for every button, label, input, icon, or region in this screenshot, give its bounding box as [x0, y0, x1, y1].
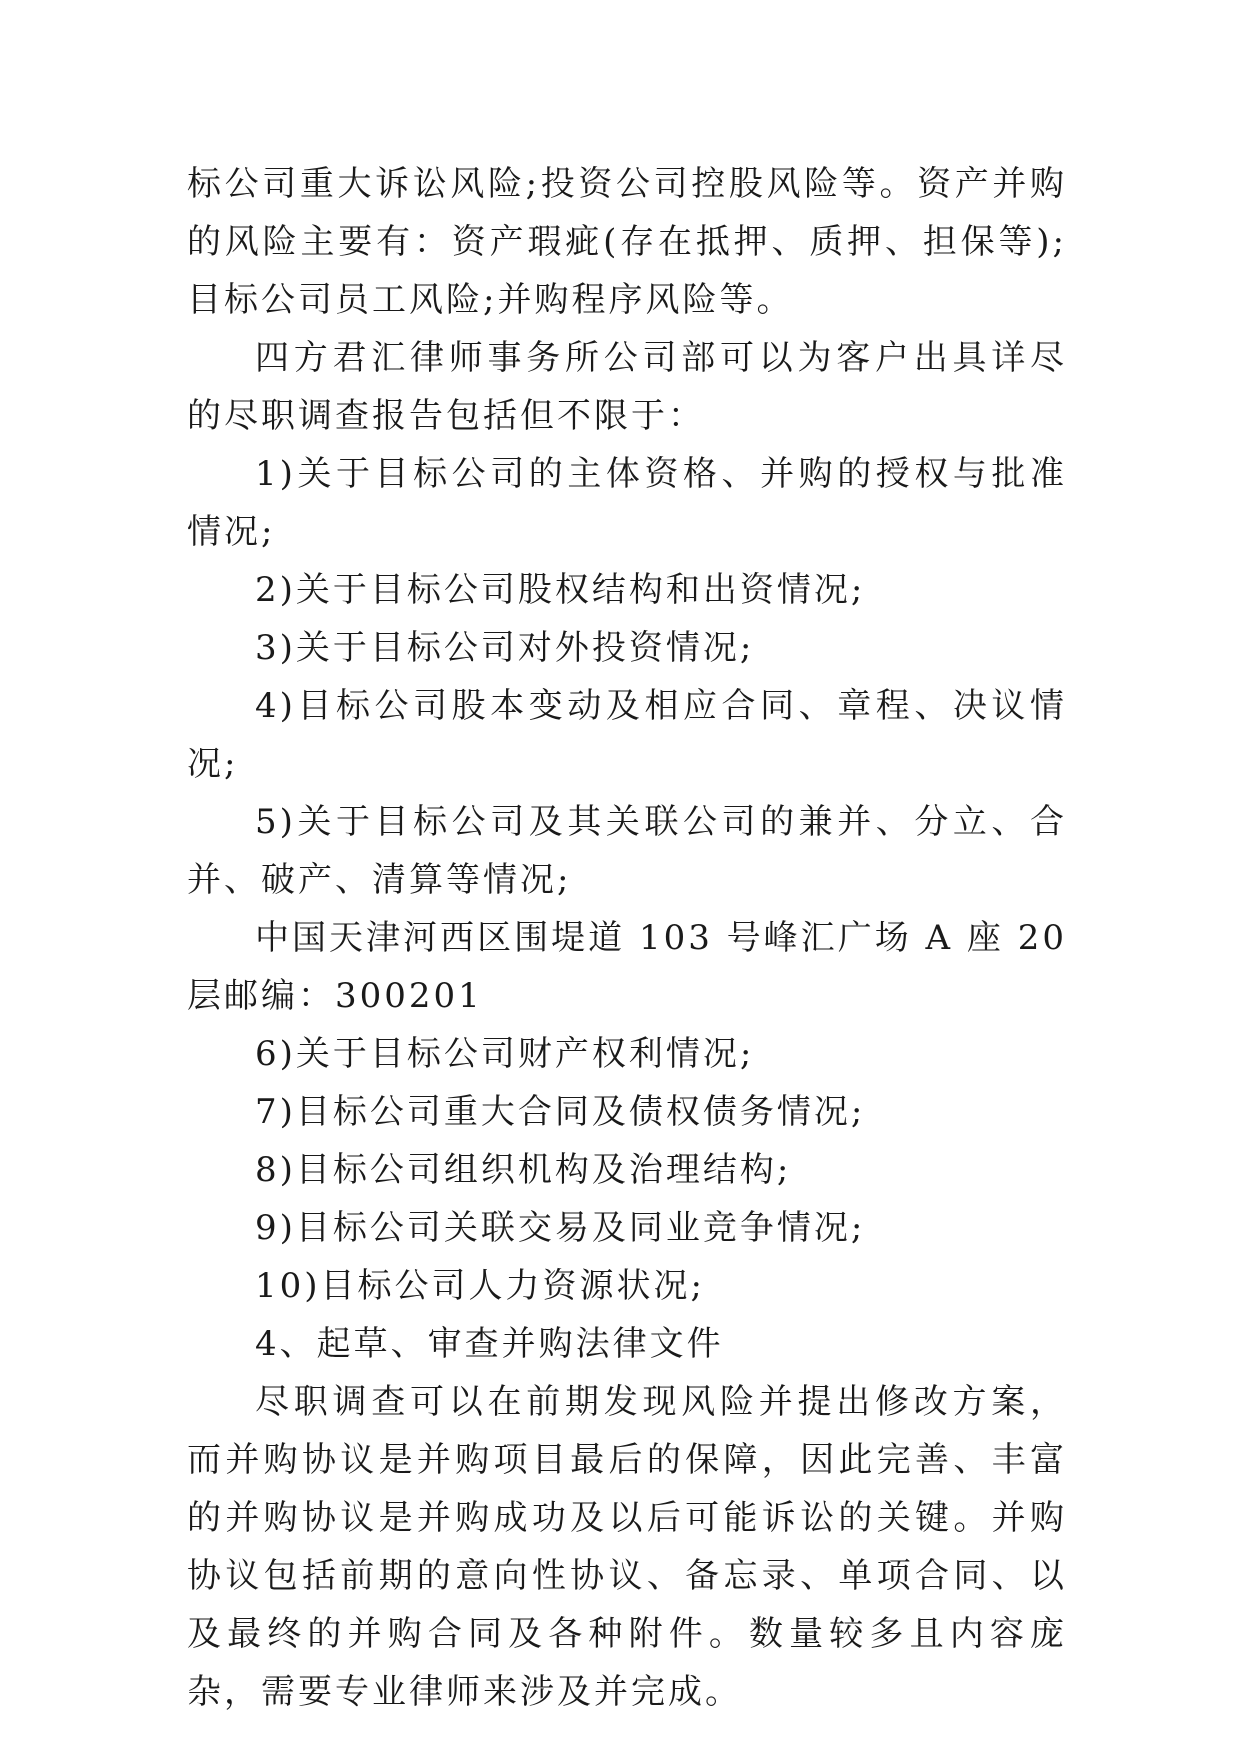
list-item-9: 9)目标公司关联交易及同业竞争情况;	[255, 1208, 866, 1248]
paragraph-intro: 四方君汇律师事务所公司部可以为客户出具详尽的尽职调查报告包括但不限于：	[187, 338, 1067, 436]
list-item-7: 7)目标公司重大合同及债权债务情况;	[255, 1092, 866, 1132]
list-item-8: 8)目标公司组织机构及治理结构;	[255, 1150, 792, 1190]
address-line: 中国天津河西区围堤道 103 号峰汇广场 A 座 20 层邮编：300201	[187, 918, 1067, 1016]
list-item-3: 3)关于目标公司对外投资情况;	[255, 628, 755, 668]
list-item-5: 5)关于目标公司及其关联公司的兼并、分立、合并、破产、清算等情况;	[187, 802, 1067, 900]
list-item-4: 4)目标公司股本变动及相应合同、章程、决议情况;	[187, 686, 1067, 784]
list-item-1: 1)关于目标公司的主体资格、并购的授权与批准情况;	[187, 454, 1067, 552]
list-item-6: 6)关于目标公司财产权利情况;	[255, 1034, 755, 1074]
paragraph-closing: 尽职调查可以在前期发现风险并提出修改方案，而并购协议是并购项目最后的保障，因此完善、丰富的并购协议是并购成功及以后可能诉讼的关键。并购协议包括前期的意向性协议、备忘录、单项合同、以及最终的并购合同及各种附件。数量较多且内容庞杂，需要专业律师来涉及并完成。	[187, 1382, 1067, 1712]
section-heading: 4、起草、审查并购法律文件	[255, 1324, 724, 1364]
list-item-10: 10)目标公司人力资源状况;	[255, 1266, 705, 1306]
list-item-2: 2)关于目标公司股权结构和出资情况;	[255, 570, 866, 610]
document-body	[187, 155, 1067, 1721]
paragraph-continuation: 标公司重大诉讼风险;投资公司控股风险等。资产并购的风险主要有：资产瑕疵(存在抵押、质押、担保等);目标公司员工风险;并购程序风险等。	[187, 164, 1067, 320]
